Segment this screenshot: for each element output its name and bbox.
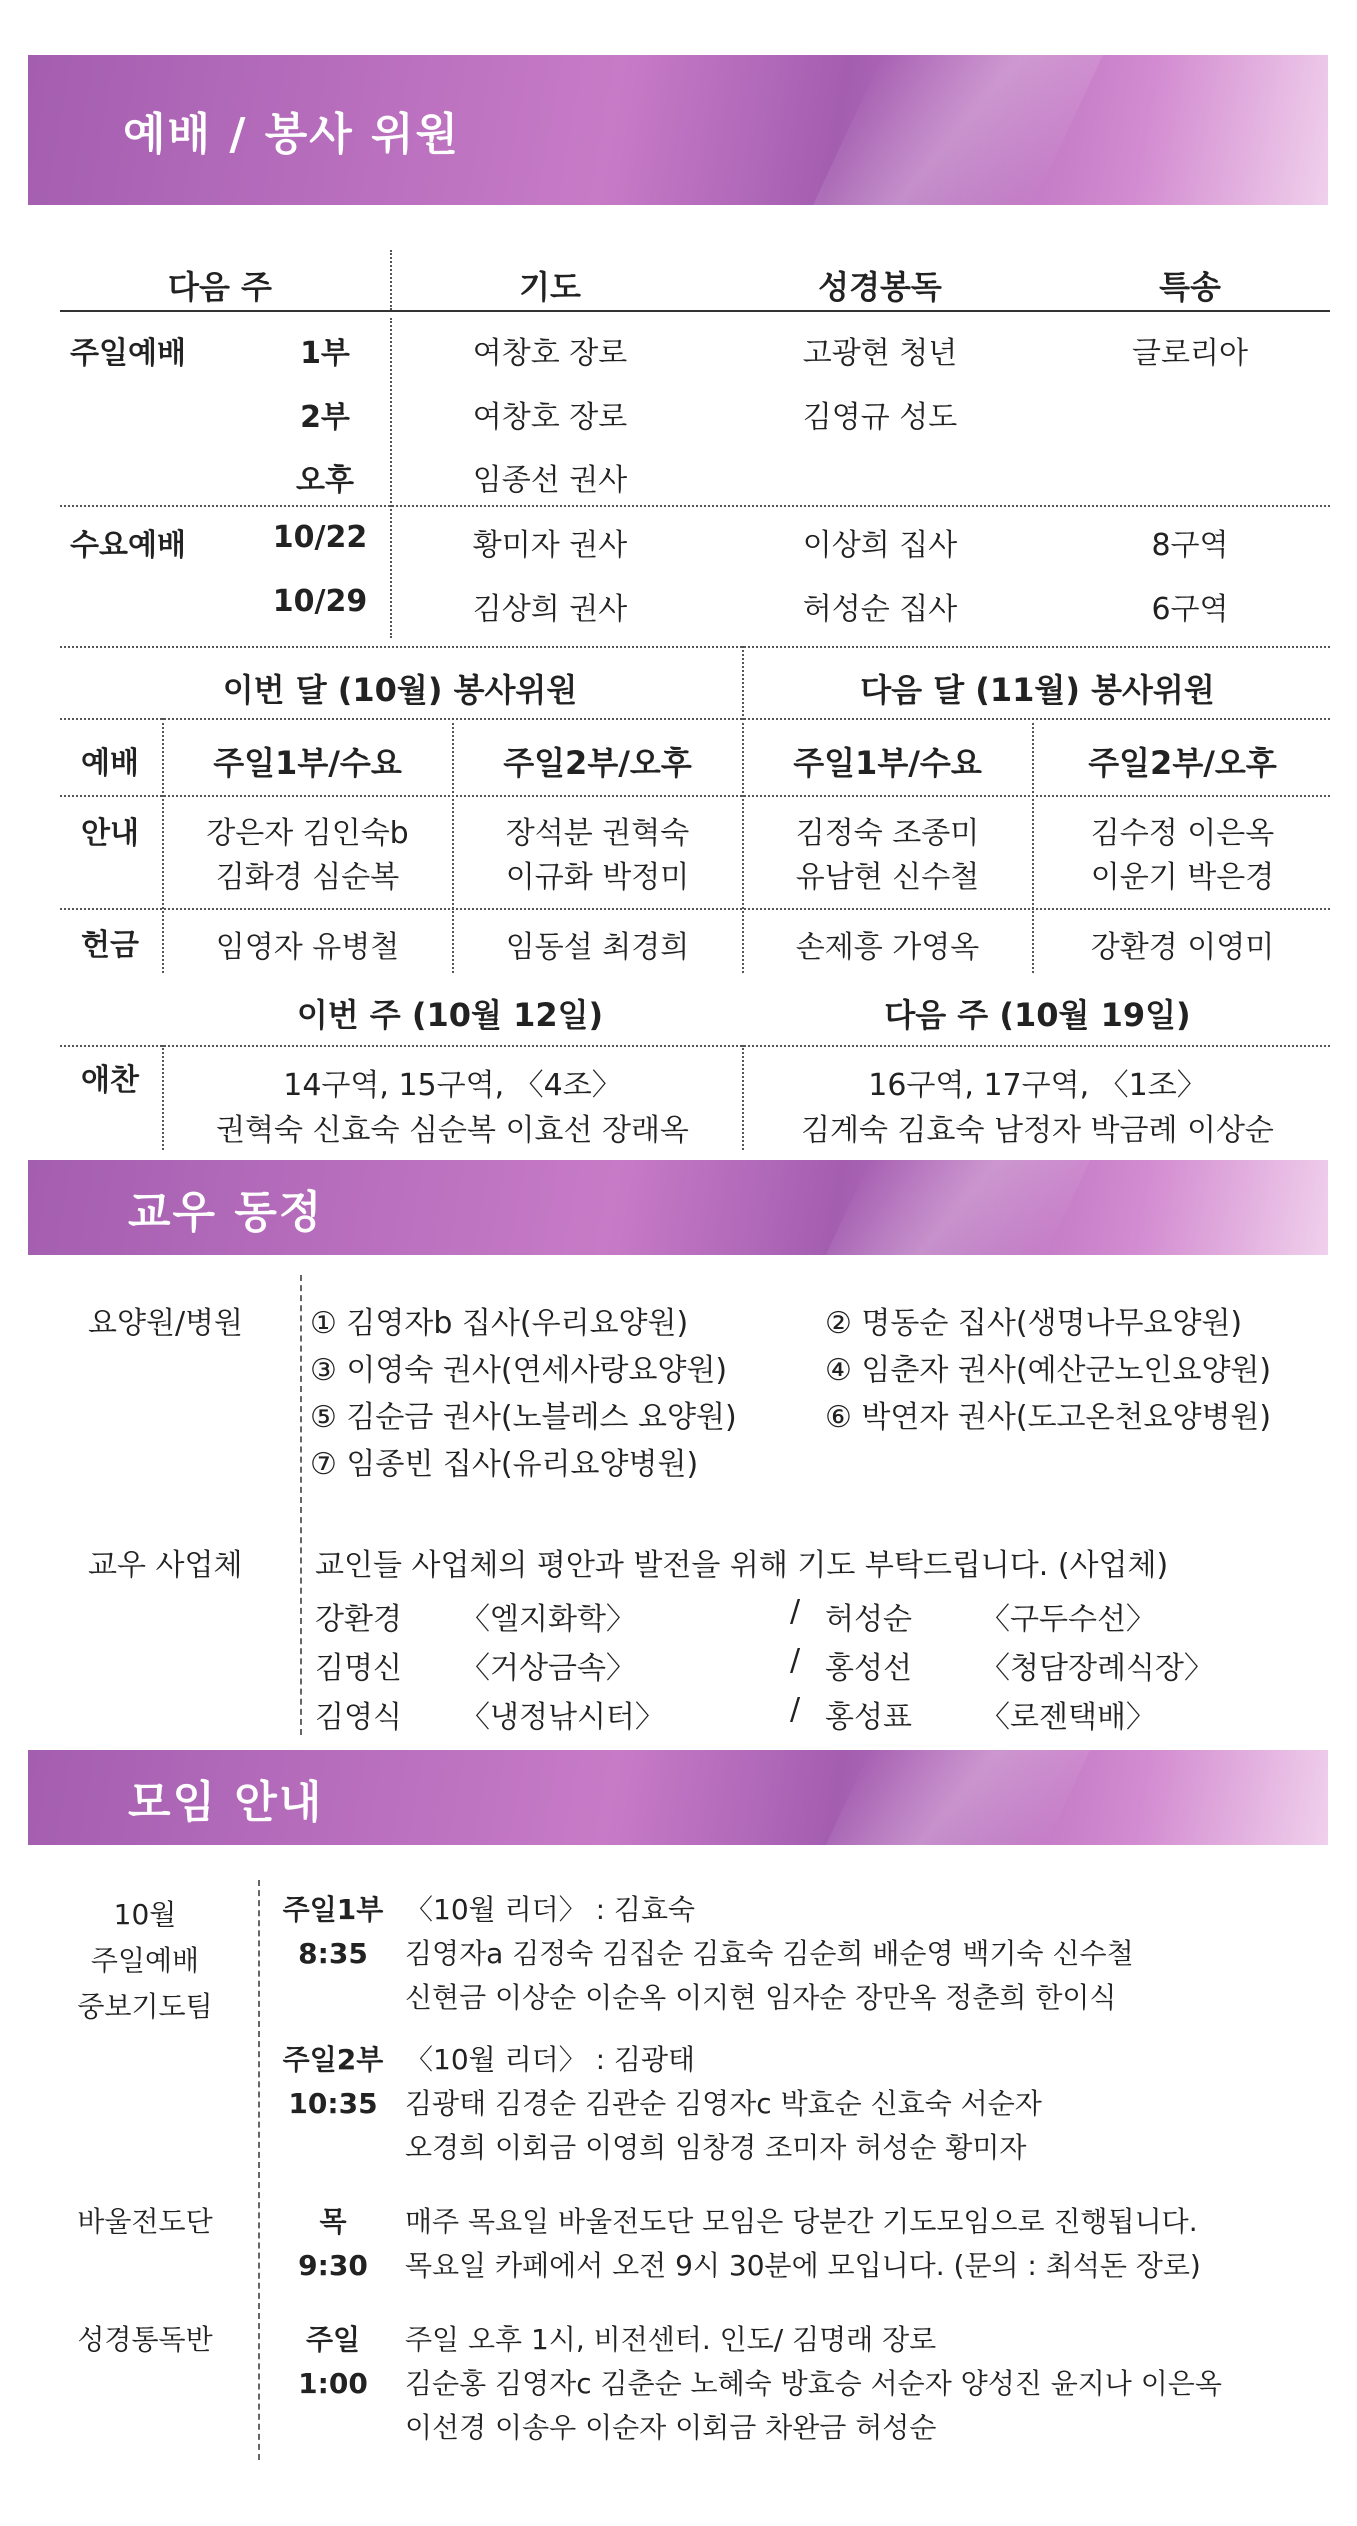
biz-company: 〈청담장례식장〉 bbox=[980, 1651, 1214, 1686]
meal-names: 김계숙 김효숙 남정자 박금례 이상순 bbox=[801, 1113, 1274, 1148]
table-rule bbox=[60, 718, 1330, 720]
row-prayer: 황미자 권사 bbox=[472, 528, 628, 563]
guide-label: 안내 bbox=[81, 816, 139, 851]
col-header: 주일2부/오후 bbox=[1088, 744, 1277, 782]
section-title: 교우 동정 bbox=[128, 1186, 324, 1238]
guide-cell bbox=[1035, 812, 1330, 900]
guide-cell bbox=[745, 812, 1030, 900]
row-slot: 10/29 bbox=[272, 584, 368, 619]
next-week-title: 다음 주 (10월 19일) bbox=[884, 996, 1191, 1034]
nursing-item: ⑤ 김순금 권사(노블레스 요양원) bbox=[310, 1400, 737, 1435]
offering-cell: 손제흥 가영옥 bbox=[795, 930, 980, 965]
guide-cell bbox=[165, 812, 450, 900]
nursing-item: ⑥ 박연자 권사(도고온천요양병원) bbox=[825, 1400, 1272, 1435]
row-reading: 허성순 집사 bbox=[802, 592, 958, 627]
biz-owner: 홍성선 bbox=[825, 1651, 912, 1686]
nursing-label: 요양원/병원 bbox=[88, 1306, 244, 1341]
label-line: 중보기도팀 bbox=[77, 1990, 213, 2023]
biz-owner: 김영식 bbox=[315, 1700, 402, 1735]
guide-cell bbox=[455, 812, 740, 900]
bible-line: 주일 오후 1시, 비전센터. 인도/ 김명래 장로 bbox=[405, 2323, 937, 2356]
group2-leader: 〈10월 리더〉 : 김광태 bbox=[405, 2043, 696, 2076]
row-prayer: 임종선 권사 bbox=[472, 463, 628, 498]
biz-slash: / bbox=[790, 1594, 801, 1629]
col-divider bbox=[742, 718, 744, 973]
biz-company: 〈거상금속〉 bbox=[460, 1651, 636, 1686]
group1-members: 김영자a 김정숙 김집순 김효숙 김순희 배순영 백기숙 신수철 bbox=[405, 1937, 1134, 1970]
time-line: 주일 bbox=[305, 2323, 361, 2356]
row-slot: 1부 bbox=[300, 336, 350, 371]
row-prayer: 여창호 장로 bbox=[472, 400, 628, 435]
nursing-item: ② 명동순 집사(생명나무요양원) bbox=[825, 1306, 1243, 1341]
group2-members: 오경희 이회금 이영희 임창경 조미자 허성순 황미자 bbox=[405, 2131, 1027, 2164]
group1-members: 신현금 이상순 이순옥 이지현 임자순 장만옥 정춘희 한이식 bbox=[405, 1981, 1117, 2014]
guide-names: 김화경 심순복 bbox=[215, 860, 400, 895]
section-banner-meetings bbox=[28, 1750, 1328, 1845]
col-divider bbox=[162, 718, 164, 973]
header-next-week: 다음 주 bbox=[168, 268, 272, 306]
offering-cell: 임영자 유병철 bbox=[215, 930, 400, 965]
biz-owner: 김명신 bbox=[315, 1651, 402, 1686]
biz-company: 〈로젠택배〉 bbox=[980, 1700, 1156, 1735]
col-header: 주일1부/수요 bbox=[793, 744, 982, 782]
time-line: 주일1부 bbox=[282, 1893, 384, 1926]
biz-owner: 홍성표 bbox=[825, 1700, 912, 1735]
row-reading: 고광현 청년 bbox=[802, 336, 958, 371]
nursing-item: ③ 이영숙 권사(연세사랑요양원) bbox=[310, 1353, 728, 1388]
biz-owner: 허성순 bbox=[825, 1602, 912, 1637]
month-divider bbox=[742, 646, 744, 716]
col-divider bbox=[390, 318, 392, 638]
offering-cell: 임동설 최경희 bbox=[505, 930, 690, 965]
section-title: 예배 / 봉사 위원 bbox=[123, 109, 461, 160]
group2-members: 김광태 김경순 김관순 김영자c 박효순 신효숙 서순자 bbox=[405, 2087, 1042, 2120]
table-rule bbox=[60, 1045, 1330, 1047]
section-title: 모임 안내 bbox=[128, 1776, 324, 1828]
header-rule bbox=[60, 310, 1330, 312]
news-divider bbox=[300, 1275, 302, 1735]
nursing-item: ① 김영자b 집사(우리요양원) bbox=[310, 1306, 689, 1341]
table-rule bbox=[60, 646, 1330, 648]
biz-slash: / bbox=[790, 1692, 801, 1727]
header-reading: 성경봉독 bbox=[818, 268, 942, 306]
time-line: 목 bbox=[319, 2205, 347, 2238]
biz-slash: / bbox=[790, 1643, 801, 1678]
row-service: 수요예배 bbox=[70, 528, 186, 563]
col-divider bbox=[742, 1045, 744, 1150]
biz-company: 〈엘지화학〉 bbox=[460, 1602, 636, 1637]
time-line: 10:35 bbox=[288, 2087, 378, 2120]
col-label: 예배 bbox=[81, 746, 139, 781]
col-divider bbox=[1032, 718, 1034, 973]
row-reading: 김영규 성도 bbox=[802, 400, 958, 435]
banner-shine bbox=[826, 1750, 1090, 1845]
section-banner-service bbox=[28, 55, 1328, 205]
col-divider bbox=[452, 718, 454, 973]
meal-names: 권혁숙 신효숙 심순복 이효선 장래옥 bbox=[216, 1113, 689, 1148]
row-slot: 10/22 bbox=[272, 520, 368, 555]
bible-line: 이선경 이송우 이순자 이회금 차완금 허성순 bbox=[405, 2411, 937, 2444]
col-header: 주일2부/오후 bbox=[503, 744, 692, 782]
paul-time bbox=[268, 2200, 398, 2288]
row-prayer: 김상희 권사 bbox=[472, 592, 628, 627]
offering-label: 헌금 bbox=[81, 928, 139, 963]
row-special: 글로리아 bbox=[1132, 336, 1248, 371]
row-reading: 이상희 집사 bbox=[802, 528, 958, 563]
guide-names: 강은자 김인숙b bbox=[206, 816, 409, 851]
row-slot: 오후 bbox=[296, 463, 354, 498]
nursing-item: ⑦ 임종빈 집사(유리요양병원) bbox=[310, 1447, 699, 1482]
biz-company: 〈냉정낚시터〉 bbox=[460, 1700, 665, 1735]
guide-names: 김수정 이은옥 bbox=[1090, 816, 1275, 851]
time-line: 1:00 bbox=[298, 2367, 368, 2400]
group2-time bbox=[268, 2038, 398, 2126]
group1-time bbox=[268, 1888, 398, 1976]
biz-company: 〈구두수선〉 bbox=[980, 1602, 1156, 1637]
paul-line: 목요일 카페에서 오전 9시 30분에 모입니다. (문의 : 최석돈 장로) bbox=[405, 2249, 1201, 2282]
col-divider bbox=[162, 1045, 164, 1150]
guide-names: 장석분 권혁숙 bbox=[505, 816, 690, 851]
meal-groups: 14구역, 15구역, 〈4조〉 bbox=[283, 1068, 622, 1103]
paul-label: 바울전도단 bbox=[77, 2205, 213, 2238]
time-line: 주일2부 bbox=[282, 2043, 384, 2076]
guide-names: 이운기 박은경 bbox=[1090, 860, 1275, 895]
row-divider bbox=[60, 505, 1330, 507]
label-line: 주일예배 bbox=[90, 1944, 200, 1977]
meetings-divider bbox=[258, 1880, 260, 2460]
section-banner-news bbox=[28, 1160, 1328, 1255]
prayer-team-label bbox=[40, 1892, 250, 2030]
table-rule bbox=[60, 908, 1330, 910]
banner-shine bbox=[826, 1160, 1090, 1255]
meal-label: 애찬 bbox=[81, 1063, 139, 1098]
next-month-title: 다음 달 (11월) 봉사위원 bbox=[860, 671, 1215, 709]
biz-label: 교우 사업체 bbox=[88, 1548, 243, 1583]
time-line: 8:35 bbox=[298, 1937, 368, 1970]
bible-label: 성경통독반 bbox=[77, 2323, 213, 2356]
header-divider bbox=[390, 250, 392, 310]
guide-names: 김정숙 조종미 bbox=[795, 816, 980, 851]
biz-owner: 강환경 bbox=[315, 1602, 402, 1637]
table-rule bbox=[60, 795, 1330, 797]
nursing-item: ④ 임춘자 권사(예산군노인요양원) bbox=[825, 1353, 1272, 1388]
row-slot: 2부 bbox=[300, 400, 350, 435]
row-special: 8구역 bbox=[1151, 528, 1229, 563]
meal-groups: 16구역, 17구역, 〈1조〉 bbox=[868, 1068, 1207, 1103]
group1-leader: 〈10월 리더〉 : 김효숙 bbox=[405, 1893, 696, 1926]
col-header: 주일1부/수요 bbox=[213, 744, 402, 782]
label-line: 10월 bbox=[113, 1898, 177, 1931]
bible-time bbox=[268, 2318, 398, 2406]
paul-line: 매주 목요일 바울전도단 모임은 당분간 기도모임으로 진행됩니다. bbox=[405, 2205, 1198, 2238]
this-week-title: 이번 주 (10월 12일) bbox=[296, 996, 604, 1034]
header-special: 특송 bbox=[1159, 268, 1221, 306]
row-prayer: 여창호 장로 bbox=[472, 336, 628, 371]
row-special: 6구역 bbox=[1151, 592, 1229, 627]
time-line: 9:30 bbox=[298, 2249, 368, 2282]
row-service: 주일예배 bbox=[70, 336, 186, 371]
guide-names: 이규화 박정미 bbox=[505, 860, 690, 895]
biz-intro: 교인들 사업체의 평안과 발전을 위해 기도 부탁드립니다. (사업체) bbox=[315, 1548, 1169, 1583]
bible-line: 김순홍 김영자c 김춘순 노혜숙 방효승 서순자 양성진 윤지나 이은옥 bbox=[405, 2367, 1222, 2400]
banner-shine bbox=[813, 55, 1103, 205]
header-prayer: 기도 bbox=[519, 268, 581, 306]
this-month-title: 이번 달 (10월) 봉사위원 bbox=[222, 671, 578, 709]
offering-cell: 강환경 이영미 bbox=[1090, 930, 1275, 965]
guide-names: 유남현 신수철 bbox=[795, 860, 980, 895]
